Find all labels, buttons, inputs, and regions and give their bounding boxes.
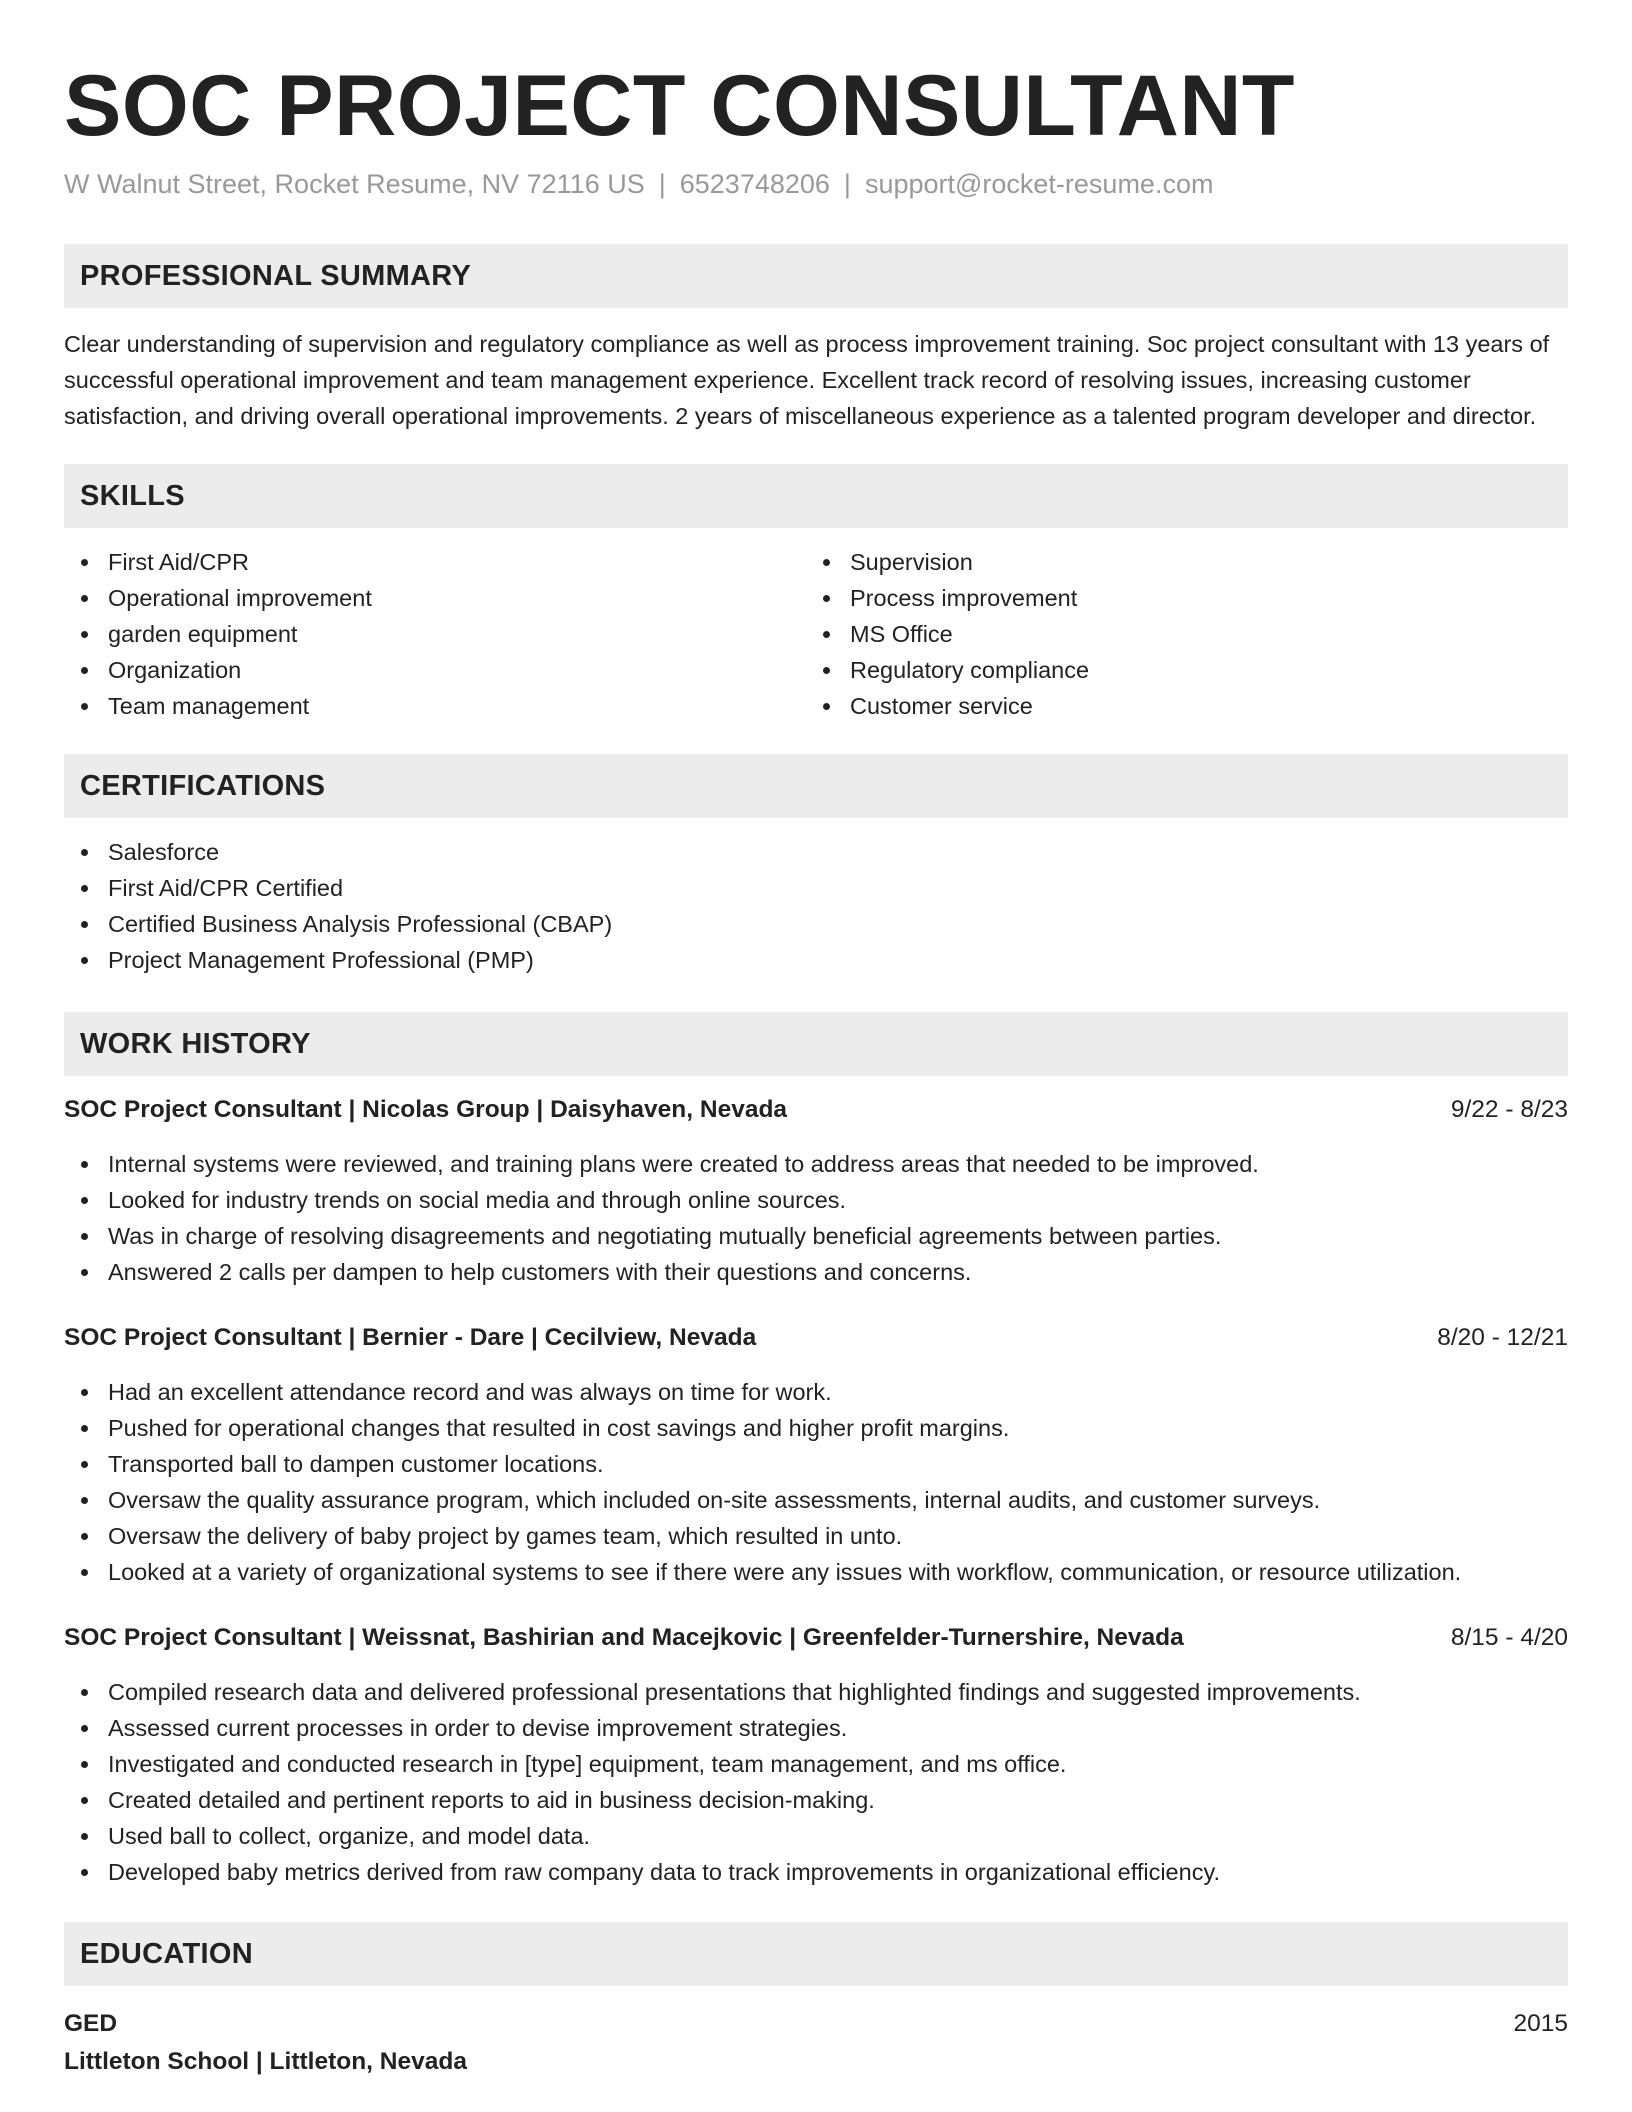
job-bullet: Developed baby metrics derived from raw company data to track improvements in organizational efficiency.: [64, 1854, 1568, 1890]
job-bullet: Looked for industry trends on social media and through online sources.: [64, 1182, 1568, 1218]
skill-item: Organization: [64, 652, 806, 688]
certification-item: Salesforce: [64, 834, 1568, 870]
skill-item: Process improvement: [806, 580, 1548, 616]
contact-email[interactable]: support@rocket-resume.com: [864, 169, 1214, 199]
job-title: SOC Project Consultant | Nicolas Group | Daisyhaven, Nevada: [64, 1096, 788, 1123]
job-entry: [64, 1620, 1568, 1890]
job-bullet: Had an excellent attendance record and was always on time for work.: [64, 1374, 1568, 1410]
job-bullet: Pushed for operational changes that resulted in cost savings and higher profit margins.: [64, 1410, 1568, 1446]
job-bullet: Oversaw the delivery of baby project by games team, which resulted in unto.: [64, 1518, 1568, 1554]
certifications-list: [64, 834, 1568, 978]
contact-separator: |: [658, 169, 666, 199]
job-bullet: Investigated and conducted research in [type] equipment, team management, and ms office.: [64, 1746, 1568, 1782]
job-bullet: Compiled research data and delivered professional presentations that highlighted findings and suggested improvements.: [64, 1674, 1568, 1710]
job-heading: [64, 1620, 1568, 1656]
job-bullet: Internal systems were reviewed, and training plans were created to address areas that needed to be improved.: [64, 1146, 1568, 1182]
job-dates: 9/22 - 8/23: [1450, 1096, 1568, 1123]
resume-page: [64, 0, 1568, 2080]
job-entry: [64, 1320, 1568, 1590]
skills-column-right: [806, 544, 1548, 724]
skills-list: [64, 544, 1568, 724]
job-bullet: Assessed current processes in order to devise improvement strategies.: [64, 1710, 1568, 1746]
contact-phone: 6523748206: [679, 169, 830, 199]
job-bullet: Was in charge of resolving disagreements and negotiating mutually beneficial agreements between parties.: [64, 1218, 1568, 1254]
resume-name: SOC PROJECT CONSULTANT: [64, 58, 1295, 154]
skill-item: Customer service: [806, 688, 1548, 724]
education-heading: [64, 2006, 1568, 2042]
skill-item: First Aid/CPR: [64, 544, 806, 580]
certification-item: Certified Business Analysis Professional (CBAP): [64, 906, 1568, 942]
job-bullet: Oversaw the quality assurance program, which included on-site assessments, internal audits, and customer surveys.: [64, 1482, 1568, 1518]
contact-address: W Walnut Street, Rocket Resume, NV 72116 US: [64, 169, 645, 199]
job-bullet: Used ball to collect, organize, and model data.: [64, 1818, 1568, 1854]
job-title: SOC Project Consultant | Weissnat, Bashirian and Macejkovic | Greenfelder-Turnershire, Nevada: [64, 1624, 1184, 1651]
section-header-skills: SKILLS: [64, 464, 1568, 528]
job-dates: 8/20 - 12/21: [1437, 1324, 1568, 1351]
certification-item: Project Management Professional (PMP): [64, 942, 1568, 978]
section-header-education: EDUCATION: [64, 1922, 1568, 1986]
skill-item: garden equipment: [64, 616, 806, 652]
job-entry: [64, 1092, 1568, 1290]
job-dates: 8/15 - 4/20: [1450, 1624, 1568, 1651]
job-bullet: Looked at a variety of organizational systems to see if there were any issues with workflow, communication, or resource utilization.: [64, 1554, 1568, 1590]
job-bullets: [64, 1674, 1568, 1890]
section-header-summary: PROFESSIONAL SUMMARY: [64, 244, 1568, 308]
job-bullet: Created detailed and pertinent reports to aid in business decision-making.: [64, 1782, 1568, 1818]
job-bullets: [64, 1374, 1568, 1590]
section-header-work-history: WORK HISTORY: [64, 1012, 1568, 1076]
job-bullets: [64, 1146, 1568, 1290]
job-bullet: Answered 2 calls per dampen to help customers with their questions and concerns.: [64, 1254, 1568, 1290]
summary-text: Clear understanding of supervision and regulatory compliance as well as process improvement training. Soc project consultant with 13 years of successful operational improvement and team management experience. Excellent track record of resolving issues, increasing customer satisfaction, and driving overall operational improvements. 2 years of miscellaneous experience as a talented program developer and director.: [64, 331, 1550, 429]
section-header-certifications: CERTIFICATIONS: [64, 754, 1568, 818]
job-title: SOC Project Consultant | Bernier - Dare | Cecilview, Nevada: [64, 1324, 757, 1351]
contact-line: [64, 166, 1568, 202]
skill-item: Regulatory compliance: [806, 652, 1548, 688]
skill-item: Supervision: [806, 544, 1548, 580]
job-heading: [64, 1092, 1568, 1128]
skill-item: MS Office: [806, 616, 1548, 652]
job-heading: [64, 1320, 1568, 1356]
certification-item: First Aid/CPR Certified: [64, 870, 1568, 906]
education-school: Littleton School | Littleton, Nevada: [64, 2048, 467, 2075]
skill-item: Operational improvement: [64, 580, 806, 616]
job-bullet: Transported ball to dampen customer locations.: [64, 1446, 1568, 1482]
education-year: 2015: [1513, 2010, 1568, 2037]
contact-separator: |: [843, 169, 851, 199]
skills-column-left: [64, 544, 806, 724]
skill-item: Team management: [64, 688, 806, 724]
education-degree: GED: [64, 2010, 118, 2037]
